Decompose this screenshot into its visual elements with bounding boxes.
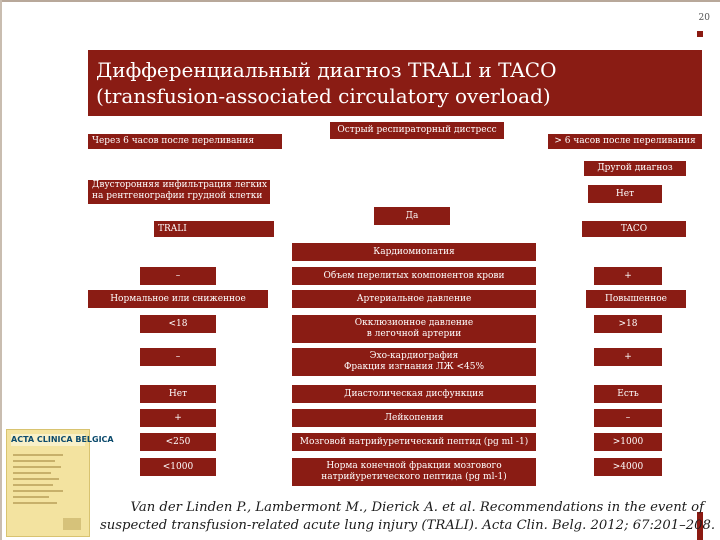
citation [100,499,716,535]
cardiomyopathy-box: Кардиомиопатия [292,243,536,261]
trali-box: TRALI [154,221,274,237]
within-6h-box: Через 6 часов после переливания [88,134,282,149]
criterion-parameter [292,458,536,486]
criterion-parameter: Артериальное давление [292,290,536,308]
taco-value: Повышенное [586,290,686,308]
criterion-parameter [292,315,536,343]
parameter-line-2: в легочной артерии [366,329,462,339]
parameter-line-2: Фракция изгнания ЛЖ <45% [343,362,485,372]
page-number: 20 [698,13,710,23]
taco-box: TACO [582,221,686,237]
slide-frame-left [0,0,2,540]
parameter-line-1: Эхо-кардиография [369,351,459,361]
taco-value: Есть [594,385,662,403]
parameter-line-1: Норма конечной фракции мозгового [326,461,502,471]
other-diagnosis-box [584,161,686,176]
cover-logo [63,518,81,530]
cover-text-line [13,496,49,498]
corner-marker [697,31,703,37]
title-line-2: (transfusion-associated circulatory overload) [96,84,551,108]
trali-value: <18 [140,315,216,333]
criterion-parameter: Лейкопения [292,409,536,427]
citation-line-1: Van der Linden P., Lambermont M., Dierick A. et al. Recommendations in the event of [130,500,704,515]
no-box: Нет [588,185,662,203]
cover-text-line [13,484,53,486]
taco-value: + [594,348,662,366]
cover-text-line [13,454,63,456]
taco-value: >18 [594,315,662,333]
slide-title [88,50,702,116]
acute-distress-box: Острый респираторный дистресс [330,122,504,139]
citation-line-2: suspected transfusion-related acute lung injury (TRALI). Acta Clin. Belg. 2012; 67:201–208. [100,518,716,533]
cover-text-line [13,490,63,492]
trali-value: – [140,348,216,366]
cover-text-line [13,460,55,462]
criterion-parameter: Объем перелитых компонентов крови [292,267,536,285]
bilateral-infiltration-box [88,180,270,204]
taco-value: – [594,409,662,427]
after-6h-box: > 6 часов после переливания [548,134,702,149]
yes-box: Да [374,207,450,225]
trali-value: – [140,267,216,285]
taco-value: + [594,267,662,285]
taco-value: >4000 [594,458,662,476]
taco-value: >1000 [594,433,662,451]
criterion-parameter [292,348,536,376]
trali-value: <250 [140,433,216,451]
trali-value: + [140,409,216,427]
slide-frame-top [0,0,720,2]
bilateral-infiltration-line-2: на рентгенографии грудной клетки [92,191,263,201]
criterion-parameter: Мозговой натрийуретический пептид (pg ml -1) [292,433,536,451]
journal-cover-image [6,429,114,537]
trali-value: Нет [140,385,216,403]
cover-text-line [13,478,59,480]
bilateral-infiltration-line-1: Двусторонняя инфильтрация легких [92,180,268,190]
cover-text-line [13,466,61,468]
parameter-line-2: натрийуретического пептида (pg ml-1) [321,472,507,482]
criterion-parameter: Диастолическая дисфункция [292,385,536,403]
parameter-line-1: Окклюзионное давление [354,318,474,328]
title-line-1: Дифференциальный диагноз TRALI и TACO [96,58,557,82]
cover-text-line [13,472,51,474]
trali-value: <1000 [140,458,216,476]
trali-value: Нормальное или сниженное [88,290,268,308]
cover-text-line [13,502,57,504]
other-diagnosis-label: Другой диагноз [597,163,673,173]
journal-title: ACTA CLINICA BELGICA [11,435,114,444]
